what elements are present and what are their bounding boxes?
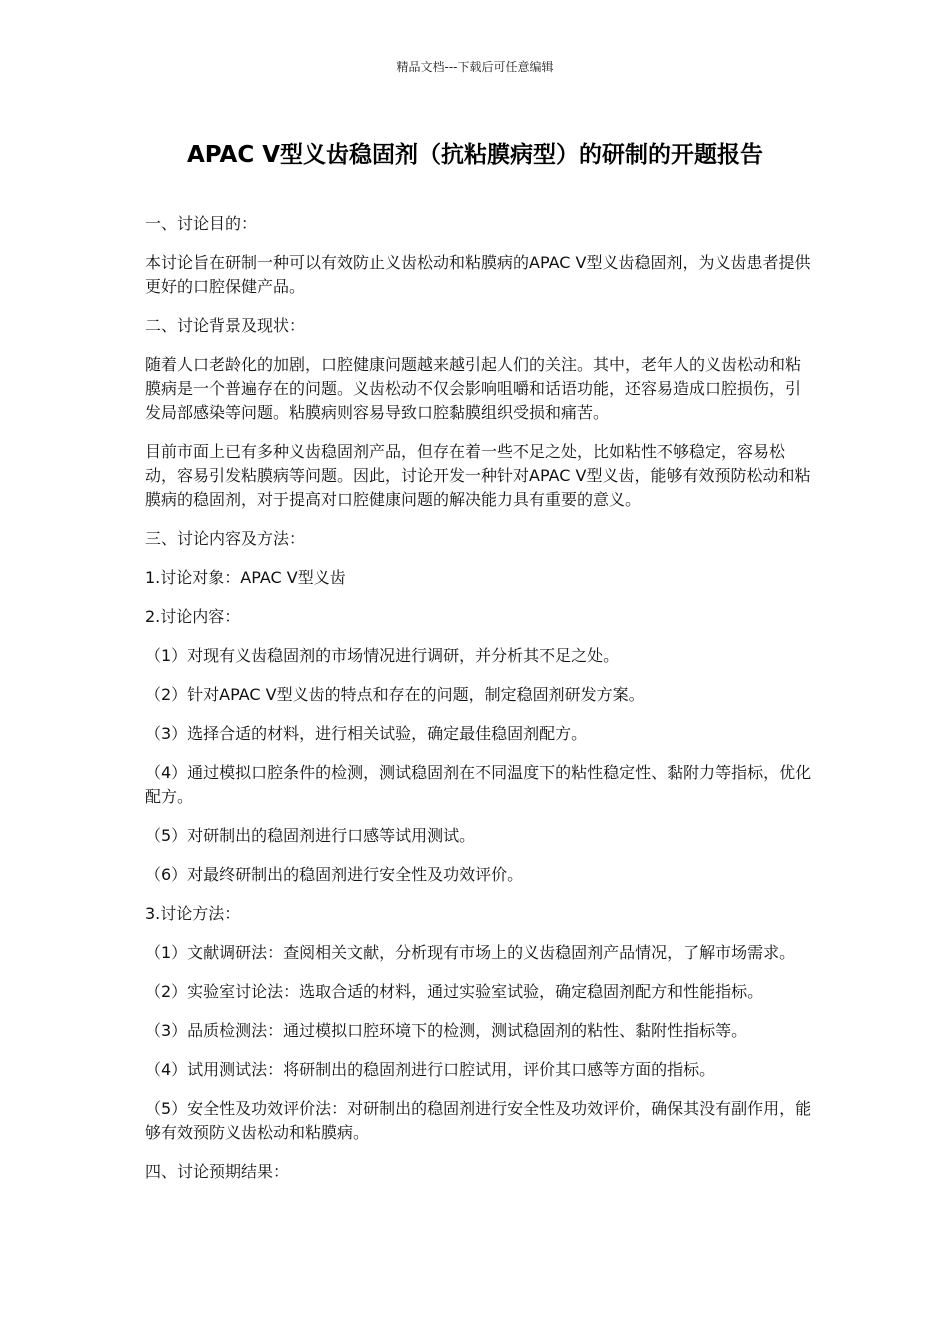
subheading-content: 2.讨论内容：	[145, 607, 241, 626]
paragraph-background-1: 随着人口老龄化的加剧，口腔健康问题越来越引起人们的关注。其中，老年人的义齿松动和粘膜病是一个普遍存在的问题。义齿松动不仅会影响咀嚼和话语功能，还容易造成口腔损伤，引发局部感染等问题。粘膜病则容易导致口腔黏膜组织受损和痛苦。	[145, 355, 802, 422]
method-item-1: （1）文献调研法：查阅相关文献，分析现有市场上的义齿稳固剂产品情况，了解市场需求。	[145, 943, 796, 962]
method-item-4: （4）试用测试法：将研制出的稳固剂进行口腔试用，评价其口感等方面的指标。	[145, 1060, 716, 1079]
content-item-6: （6）对最终研制出的稳固剂进行安全性及功效评价。	[145, 865, 524, 884]
content-item-5: （5）对研制出的稳固剂进行口感等试用测试。	[145, 826, 476, 845]
section-heading-content-methods: 三、讨论内容及方法：	[145, 529, 306, 548]
page-header: 精品文档---下载后可任意编辑	[396, 60, 554, 74]
method-item-3: （3）品质检测法：通过模拟口腔环境下的检测，测试稳固剂的粘性、黏附性指标等。	[145, 1021, 748, 1040]
section-heading-purpose: 一、讨论目的：	[145, 214, 258, 233]
document-title: APAC Ⅴ型义齿稳固剂（抗粘膜病型）的研制的开题报告	[186, 142, 764, 168]
content-item-4: （4）通过模拟口腔条件的检测，测试稳固剂在不同温度下的粘性稳定性、黏附力等指标，优化配方。	[145, 763, 812, 806]
section-heading-background: 二、讨论背景及现状：	[145, 316, 306, 335]
paragraph-purpose: 本讨论旨在研制一种可以有效防止义齿松动和粘膜病的APAC Ⅴ型义齿稳固剂，为义齿患者提供更好的口腔保健产品。	[145, 253, 811, 296]
section-heading-expected-results: 四、讨论预期结果：	[145, 1162, 290, 1181]
content-item-2: （2）针对APAC Ⅴ型义齿的特点和存在的问题，制定稳固剂研发方案。	[145, 685, 645, 704]
method-item-2: （2）实验室讨论法：选取合适的材料，通过实验室试验，确定稳固剂配方和性能指标。	[145, 982, 764, 1001]
document-body	[145, 212, 815, 1199]
paragraph-background-2: 目前市面上已有多种义齿稳固剂产品，但存在着一些不足之处，比如粘性不够稳定，容易松动，容易引发粘膜病等问题。因此，讨论开发一种针对APAC Ⅴ型义齿，能够有效预防松动和粘膜病的稳固剂，对于提高对口腔健康问题的解决能力具有重要的意义。	[145, 442, 811, 509]
content-item-1: （1）对现有义齿稳固剂的市场情况进行调研，并分析其不足之处。	[145, 646, 620, 665]
subheading-methods: 3.讨论方法：	[145, 904, 241, 923]
subheading-object: 1.讨论对象：APAC Ⅴ型义齿	[145, 568, 346, 587]
method-item-5: （5）安全性及功效评价法：对研制出的稳固剂进行安全性及功效评价，确保其没有副作用，能够有效预防义齿松动和粘膜病。	[145, 1099, 812, 1142]
content-item-3: （3）选择合适的材料，进行相关试验，确定最佳稳固剂配方。	[145, 724, 588, 743]
